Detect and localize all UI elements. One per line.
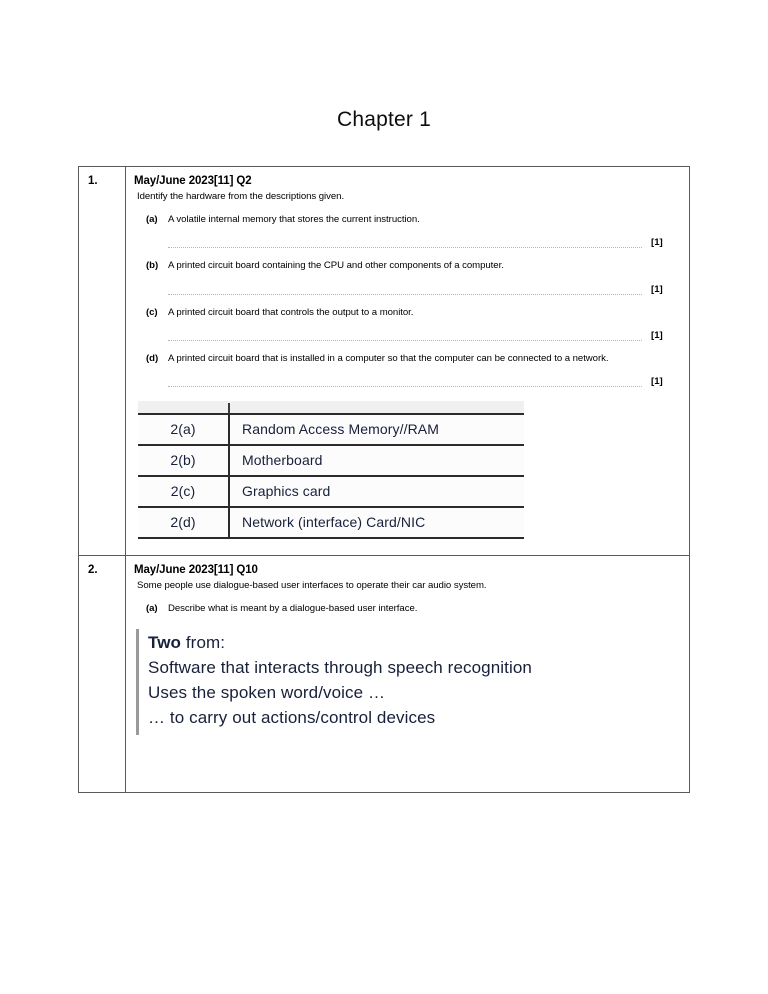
question-source-label: May/June 2023[11] Q10 [134, 564, 258, 577]
question-part [146, 214, 679, 226]
markscheme-header-band [138, 401, 524, 413]
part-text: A volatile internal memory that stores the current instruction. [168, 214, 420, 225]
markscheme-lead-bold: Two [148, 633, 182, 653]
question-part [146, 260, 679, 272]
table-row [138, 445, 524, 476]
part-letter: (a) [146, 214, 158, 225]
question-source-label: May/June 2023[11] Q2 [134, 175, 252, 187]
markscheme-point: Uses the spoken word/voice … [148, 683, 386, 703]
mark-allocation: [1] [651, 283, 663, 295]
markscheme-table [138, 413, 524, 539]
markscheme-answer: Motherboard [229, 445, 524, 476]
part-letter: (d) [146, 352, 159, 364]
markscheme-code: 2(b) [138, 445, 229, 476]
answer-line[interactable] [168, 373, 679, 387]
markscheme-lead-rest: from: [181, 633, 226, 653]
question-part [146, 603, 679, 615]
part-text: Describe what is meant by a dialogue-based user interface. [168, 603, 418, 615]
mark-allocation: [1] [651, 237, 663, 249]
question-table [78, 166, 690, 793]
question-row-2 [79, 556, 689, 792]
dotted-answer-rule[interactable] [168, 283, 642, 295]
question-content [126, 167, 689, 555]
question-row-1 [79, 167, 689, 556]
part-text: A printed circuit board that is installed in a computer so that the computer can be connected to a network. [168, 352, 609, 364]
markscheme-answer: Graphics card [229, 476, 524, 507]
markscheme-answer: Random Access Memory//RAM [229, 414, 524, 445]
answer-line[interactable] [168, 327, 679, 341]
markscheme-lead-line [148, 631, 679, 656]
part-letter: (c) [146, 306, 158, 318]
table-row [138, 414, 524, 445]
markscheme-answer: Network (interface) Card/NIC [229, 507, 524, 538]
dotted-answer-rule[interactable] [168, 329, 642, 341]
question-number: 2. [79, 556, 126, 792]
mark-allocation: [1] [651, 329, 663, 341]
question-part [146, 307, 679, 319]
question-stem: Identify the hardware from the descriptions given. [137, 191, 345, 202]
dotted-answer-rule[interactable] [168, 236, 642, 248]
answer-line[interactable] [168, 281, 679, 295]
question-content [126, 556, 689, 792]
table-row [138, 476, 524, 507]
mark-allocation: [1] [651, 376, 663, 388]
markscheme-code: 2(d) [138, 507, 229, 538]
question-stem: Some people use dialogue-based user interfaces to operate their car audio system. [137, 580, 487, 592]
markscheme-point: Software that interacts through speech recognition [148, 658, 532, 678]
page-title: Chapter 1 [336, 108, 432, 131]
answer-line[interactable] [168, 234, 679, 248]
markscheme-text-image [136, 629, 679, 735]
markscheme-code: 2(c) [138, 476, 229, 507]
part-letter: (b) [146, 260, 159, 272]
dotted-answer-rule[interactable] [168, 375, 642, 387]
question-number: 1. [79, 167, 126, 555]
part-text: A printed circuit board that controls the output to a monitor. [168, 306, 414, 318]
markscheme-table-image [138, 401, 524, 539]
question-part [146, 353, 679, 365]
markscheme-point: … to carry out actions/control devices [148, 708, 436, 728]
part-text: A printed circuit board containing the CPU and other components of a computer. [168, 260, 504, 272]
part-letter: (a) [146, 603, 158, 615]
markscheme-code: 2(a) [138, 414, 229, 445]
table-row [138, 507, 524, 538]
